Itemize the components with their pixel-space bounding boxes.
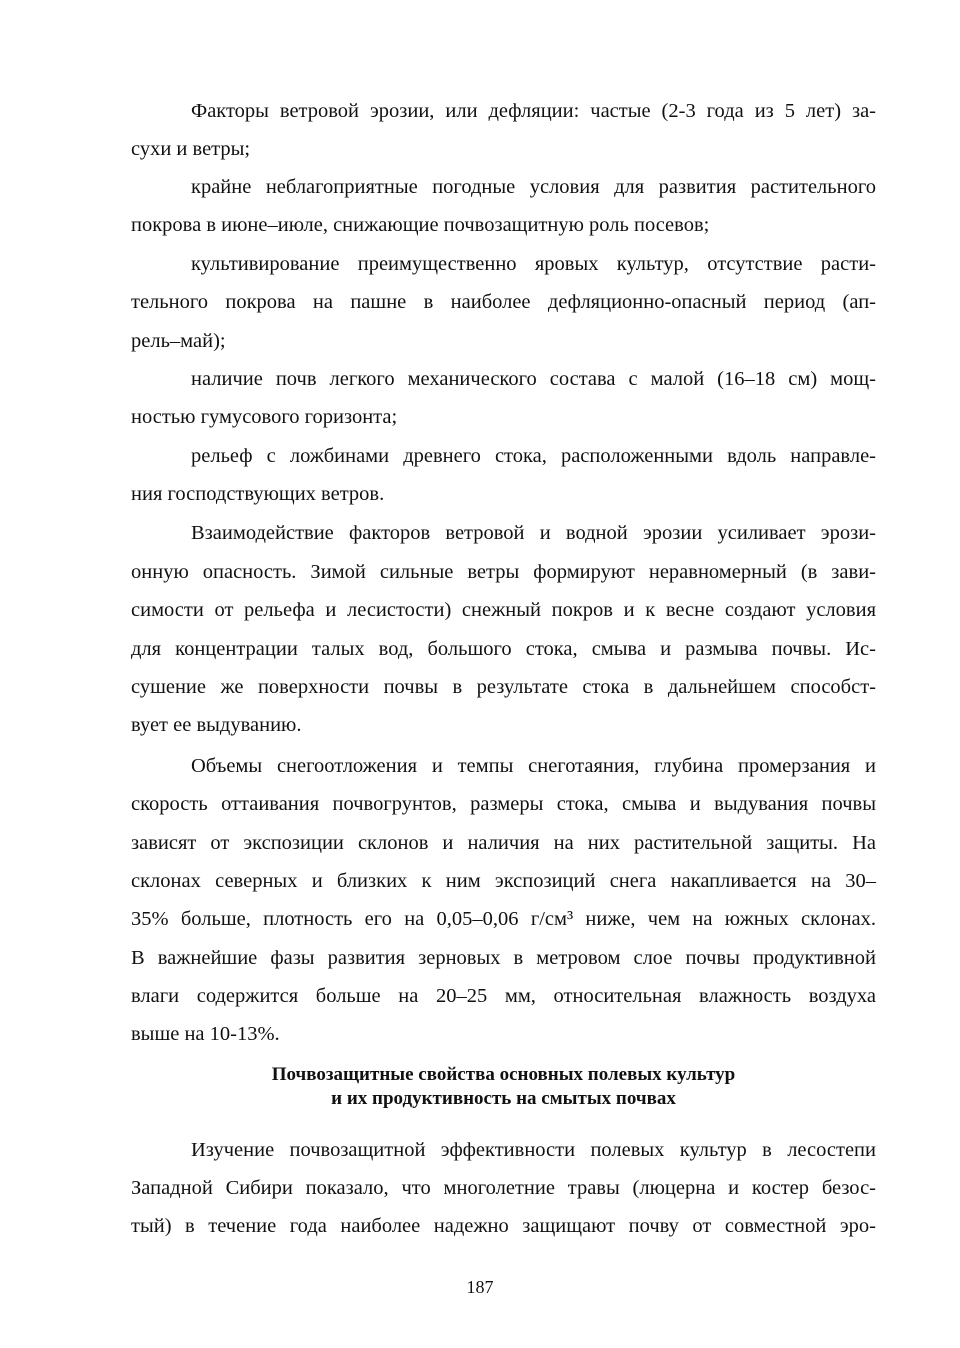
text-line: наличие почв легкого механического состава с малой (16–18 см) мощ-	[191, 368, 876, 390]
text-line: Объемы снегоотложения и темпы снеготаяния, глубина промерзания и	[191, 755, 876, 777]
text-line: зависят от экспозиции склонов и наличия на них растительной защиты. На	[131, 832, 876, 854]
text-line: В важнейшие фазы развития зерновых в метровом слое почвы продуктивной	[131, 947, 876, 969]
text-line: рель–май);	[131, 330, 226, 352]
text-line: тый) в течение года наиболее надежно защищают почву от совместной эро-	[131, 1215, 876, 1237]
text-line: Изучение почвозащитной эффективности полевых культур в лесостепи	[191, 1139, 876, 1161]
text-line: симости от рельефа и лесистости) снежный покров и к весне создают условия	[131, 599, 876, 621]
text-line: покрова в июне–июле, снижающие почвозащитную роль посевов;	[131, 214, 710, 236]
text-line: выше на 10-13%.	[131, 1023, 280, 1045]
page-number: 187	[466, 1277, 494, 1297]
text-line: онную опасность. Зимой сильные ветры формируют неравномерный (в зави-	[131, 561, 876, 583]
text-line: сухи и ветры;	[131, 138, 251, 160]
text-line: Западной Сибири показало, что многолетние травы (люцерна и костер безос-	[131, 1177, 876, 1199]
text-line: вует ее выдуванию.	[131, 714, 302, 736]
section-heading-line-1: Почвозащитные свойства основных полевых культур	[271, 1064, 736, 1085]
text-line: скорость оттаивания почвогрунтов, размеры стока, смыва и выдувания почвы	[131, 793, 876, 815]
text-line: 35% больше, плотность его на 0,05–0,06 г/см³ ниже, чем на южных склонах.	[131, 908, 876, 930]
section-heading-line-2: и их продуктивность на смытых почвах	[331, 1088, 676, 1109]
text-line: тельного покрова на пашне в наиболее дефляционно-опасный период (ап-	[131, 291, 876, 313]
text-line: ния господствующих ветров.	[131, 483, 385, 505]
text-line: ностью гумусового горизонта;	[131, 406, 398, 428]
text-line: рельеф с ложбинами древнего стока, расположенными вдоль направле-	[191, 445, 876, 467]
text-line: крайне неблагоприятные погодные условия для развития растительного	[191, 176, 876, 198]
text-line: для концентрации талых вод, большого стока, смыва и размыва почвы. Ис-	[131, 638, 876, 660]
text-line: сушение же поверхности почвы в результате стока в дальнейшем способст-	[131, 676, 876, 698]
text-line: влаги содержится больше на 20–25 мм, относительная влажность воздуха	[131, 985, 876, 1007]
text-line: Взаимодействие факторов ветровой и водной эрозии усиливает эрози-	[191, 522, 876, 544]
text-line: культивирование преимущественно яровых культур, отсутствие расти-	[191, 253, 876, 275]
text-line: Факторы ветровой эрозии, или дефляции: частые (2-3 года из 5 лет) за-	[191, 100, 876, 122]
text-line: склонах северных и близких к ним экспозиций снега накапливается на 30–	[131, 870, 876, 892]
